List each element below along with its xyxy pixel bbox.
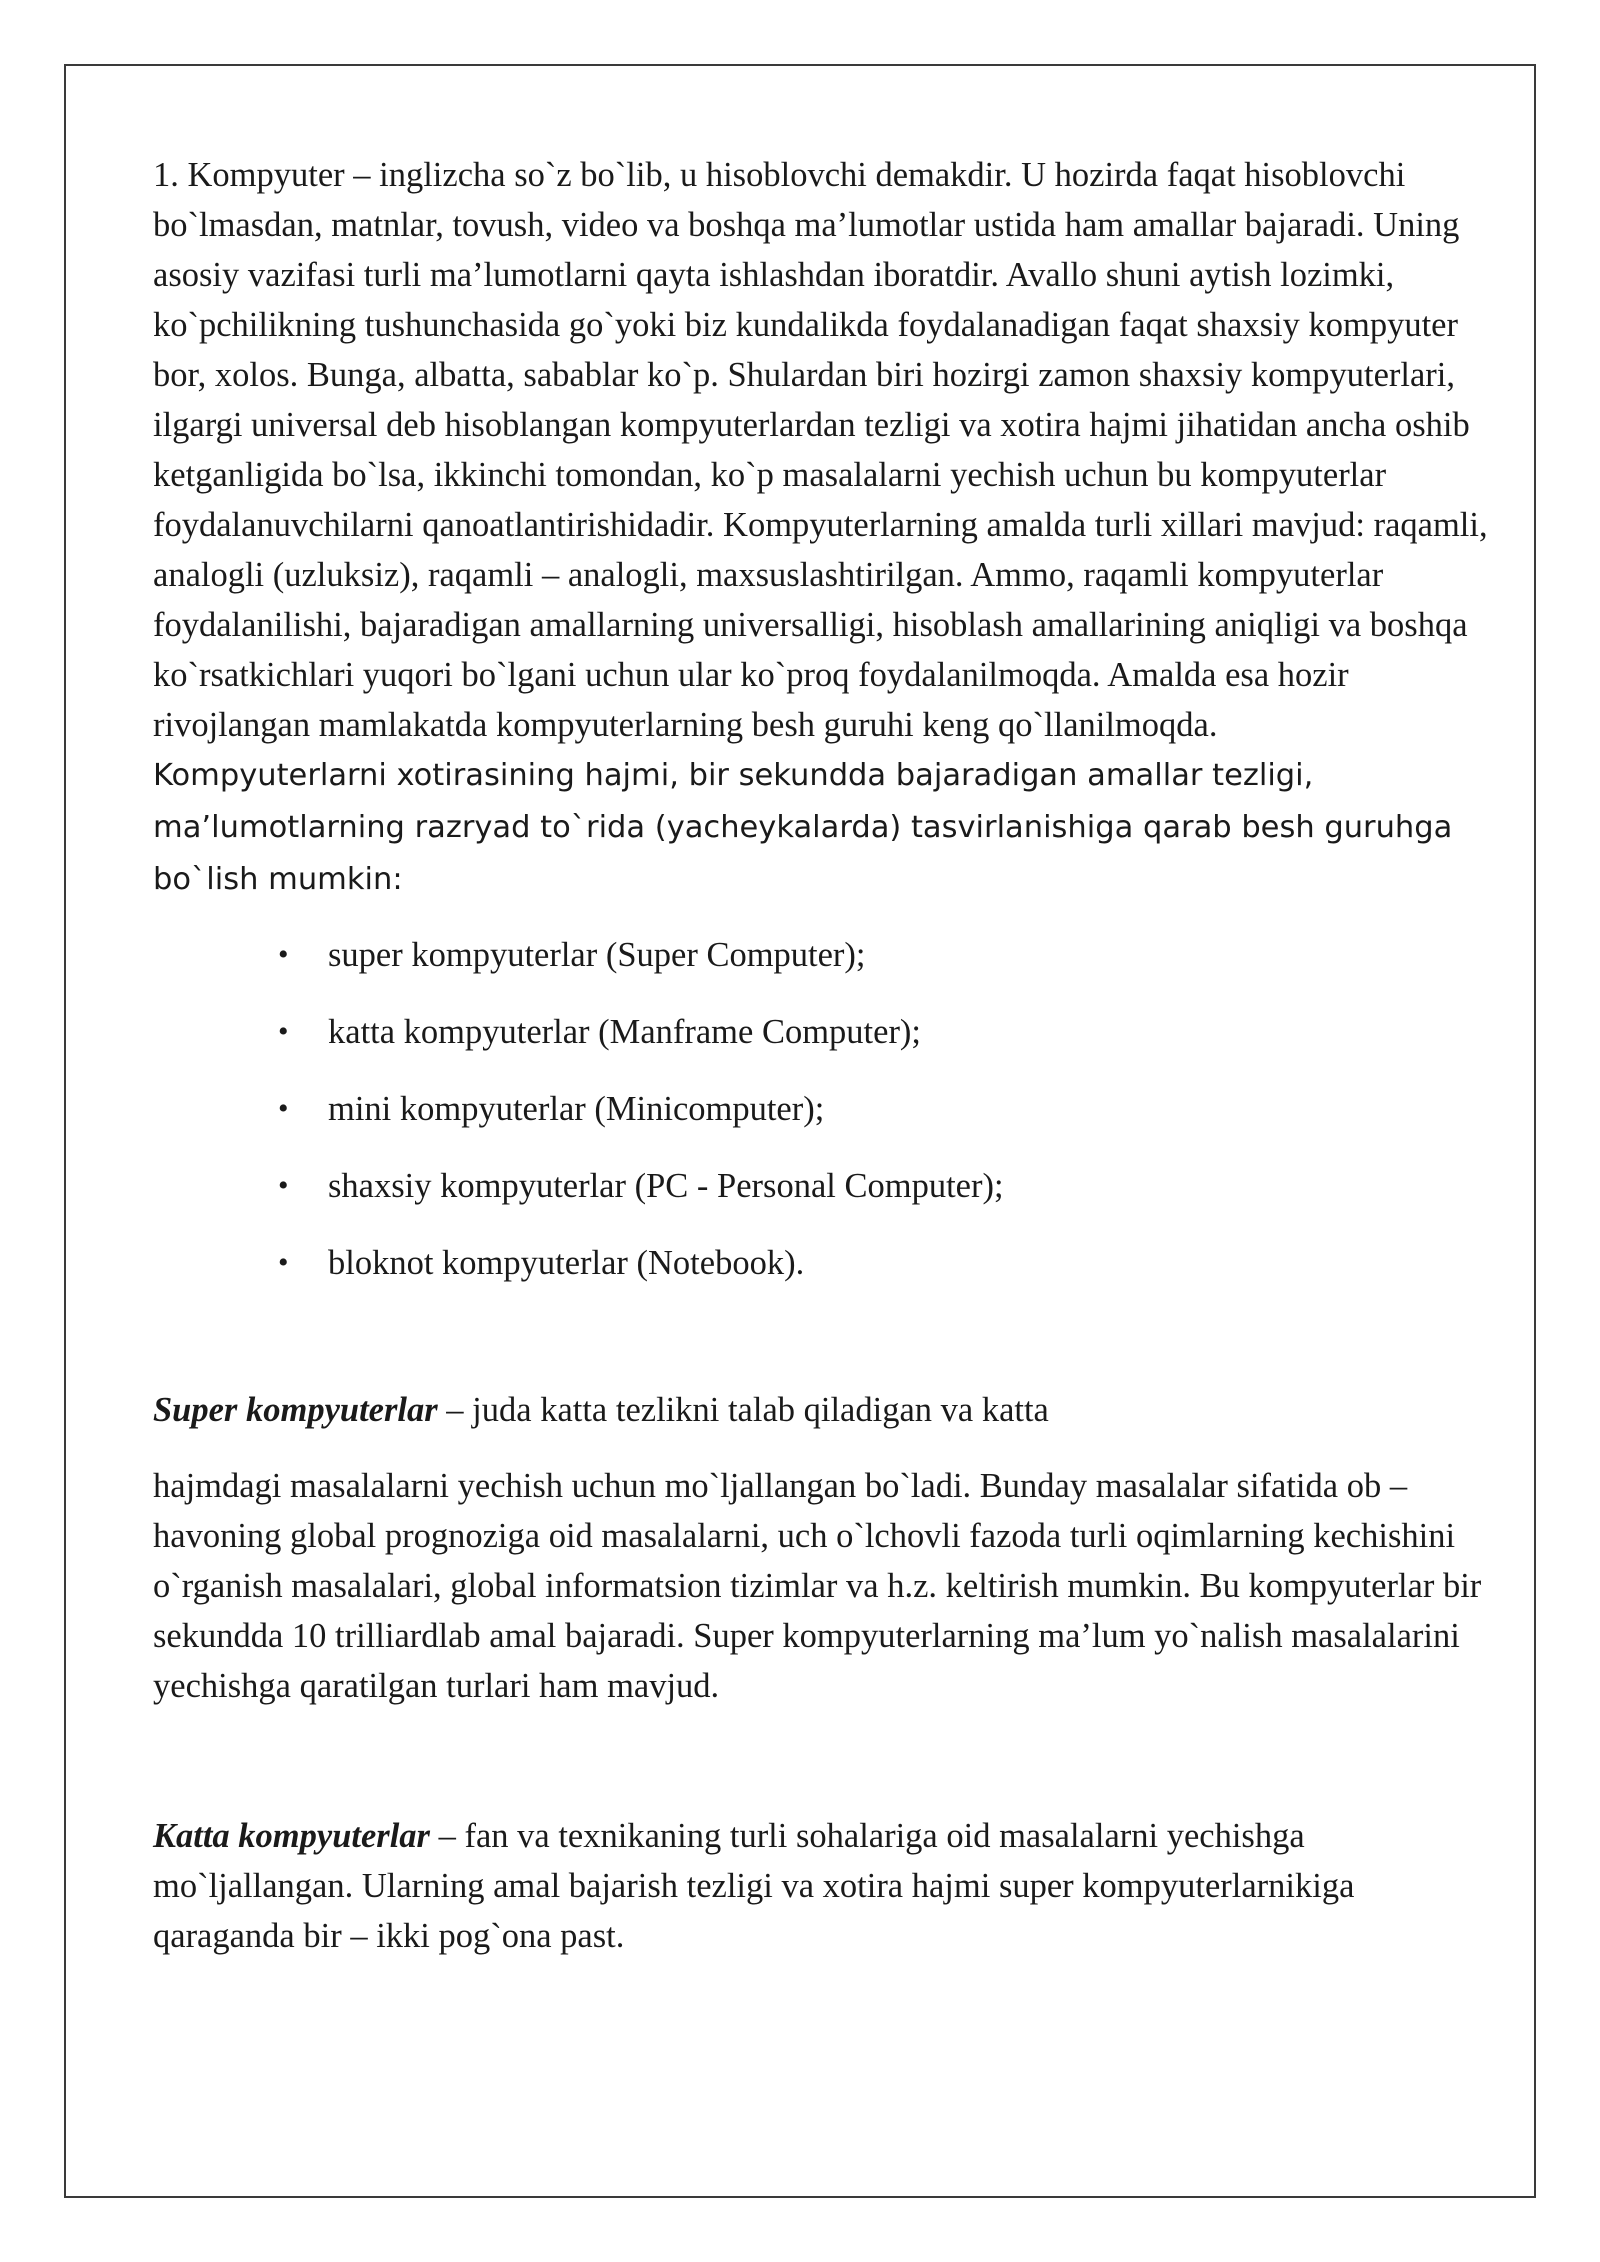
super-computers-lead-text: – juda katta tezlikni talab qiladigan va katta: [437, 1391, 1049, 1429]
list-item-text: shaxsiy kompyuterlar (PC - Personal Computer);: [328, 1167, 1004, 1205]
list-item-text: mini kompyuterlar (Minicomputer);: [328, 1090, 825, 1128]
classification-paragraph: Kompyuterlarni xotirasining hajmi, bir sekundda bajaradigan amallar tezligi, ma’lumotlarning razryad to`rida (yacheykalarda) tasvirlanishiga qarab besh guruhga bo`lish mumkin:: [153, 758, 1453, 897]
list-item: [278, 1007, 1503, 1084]
list-item: [278, 1238, 1503, 1315]
list-item: [278, 1084, 1503, 1161]
mainframe-text: – fan va texnikaning turli sohalariga oid masalalarni yechishga mo`ljallangan. Ularning amal bajarish tezligi va xotira hajmi super kompyuterlarnikiga qaraganda bir – ikki pog`ona past.: [153, 1817, 1355, 1955]
bullet-icon: •: [278, 1169, 289, 1202]
list-item-text: super kompyuterlar (Super Computer);: [328, 936, 866, 974]
document-body: [153, 150, 1503, 1961]
computer-types-list: [153, 930, 1503, 1315]
list-item: [278, 1161, 1503, 1238]
super-computers-paragraph: hajmdagi masalalarni yechish uchun mo`ljallangan bo`ladi. Bunday masalalar sifatida ob – havoning global prognoziga oid masalalarni, uch o`lchovli fazoda turli oqimlarning kechishini o`rganish masalalari, global informatsion tizimlar va h.z. keltirish mumkin. Bu kompyuterlar bir sekundda 10 trilliardlab amal bajaradi. Super kompyuterlarning ma’lum yo`nalish masalalarini yechishga qaratilgan turlari ham mavjud.: [153, 1467, 1482, 1705]
bullet-icon: •: [278, 1246, 289, 1279]
list-item: [278, 930, 1503, 1007]
list-item-text: katta kompyuterlar (Manframe Computer);: [328, 1013, 922, 1051]
intro-paragraph: 1. Kompyuter – inglizcha so`z bo`lib, u hisoblovchi demakdir. U hozirda faqat hisoblovchi bo`lmasdan, matnlar, tovush, video va boshqa ma’lumotlar ustida ham amallar bajaradi. Uning asosiy vazifasi turli ma’lumotlarni qayta ishlashdan iboratdir. Avallo shuni aytish lozimki, ko`pchilikning tushunchasida go`yoki biz kundalikda foydalanadigan faqat shaxsiy kompyuter bor, xolos. Bunga, albatta, sabablar ko`p. Shulardan biri hozirgi zamon shaxsiy kompyuterlari, ilgargi universal deb hisoblangan kompyuterlardan tezligi va xotira hajmi jihatidan ancha oshib ketganligida bo`lsa, ikkinchi tomondan, ko`p masalalarni yechish uchun bu kompyuterlar foydalanuvchilarni qanoatlantirishidadir. Kompyuterlarning amalda turli xillari mavjud: raqamli, analogli (uzluksiz), raqamli – analogli, maxsuslashtirilgan. Ammo, raqamli kompyuterlar foydalanilishi, bajaradigan amallarning universalligi, hisoblash amallarining aniqligi va boshqa ko`rsatkichlari yuqori bo`lgani uchun ular ko`proq foydalanilmoqda. Amalda esa hozir rivojlangan mamlakatda kompyuterlarning besh guruhi keng qo`llanilmoqda.: [153, 156, 1488, 744]
list-item-text: bloknot kompyuterlar (Notebook).: [328, 1244, 805, 1282]
bullet-icon: •: [278, 1092, 289, 1125]
mainframe-paragraph: [153, 1811, 1503, 1961]
mainframe-term: Katta kompyuterlar: [153, 1817, 430, 1855]
bullet-icon: •: [278, 1015, 289, 1048]
super-computers-term: Super kompyuterlar: [153, 1391, 438, 1429]
bullet-icon: •: [278, 938, 289, 971]
super-computers-lead: [153, 1385, 1503, 1435]
